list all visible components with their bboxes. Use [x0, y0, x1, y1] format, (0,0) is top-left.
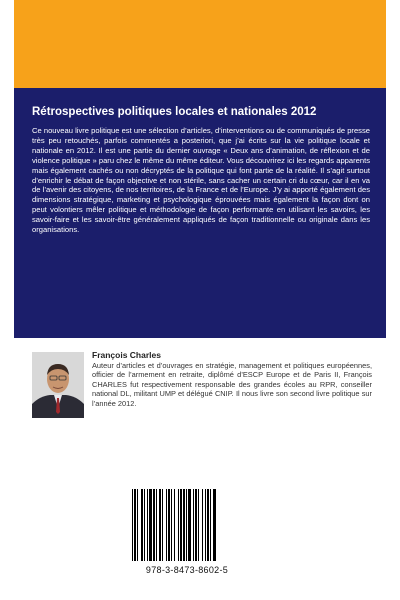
- orange-band: [14, 0, 386, 88]
- book-title: Rétrospectives politiques locales et nationales 2012: [32, 106, 317, 118]
- author-bio: Auteur d’articles et d’ouvrages en stratégie, management et politiques européennes, officier de l’armement en retraite, diplômé d’ESCP Europe et de Paris II, François CHARLES fut respectivement responsable des grandes écoles au RPR, conseiller national DL, militant UMP et délégué CNIP. Il nous livre son second livre politique sur l’année 2012.: [92, 361, 372, 408]
- back-cover: [14, 0, 386, 600]
- barcode-area: [122, 485, 252, 585]
- author-photo: [32, 352, 84, 418]
- author-name: François Charles: [92, 350, 161, 360]
- book-blurb: Ce nouveau livre politique est une sélection d’articles, d’interventions ou de communiqués de presse très peu retouchés, parfois commentés a posteriori, que j’ai écrits sur la vie politique locale et nationale en 2012. Il est une partie du dernier ouvrage « Deux ans d’animation, de réflexion et de violence politique » paru chez le même du même éditeur. Vous découvrirez ici les regards apparents mais également cachés ou non décryptés de la politique qui font partie de la réalité. Il s’agit surtout d’enrichir le débat de façon objective et non stérile, sans cacher un certain cri du cœur, car il en va de l’avenir des citoyens, de nos territoires, de la France et de l’Europe. J’y ai apporté également des dimensions stratégique, marketing et psychologique éprouvées mais également la façon dont on peut volontiers mêler politique et méthodologie de façon performante en utilisant les savoirs, les savoir-faire et les savoir-être généralement appliqués de façon traditionnelle ou originale dans les organisations.: [32, 126, 370, 235]
- barcode-image: [130, 489, 244, 563]
- isbn-number: 978-3-8473-8602-5: [145, 565, 229, 575]
